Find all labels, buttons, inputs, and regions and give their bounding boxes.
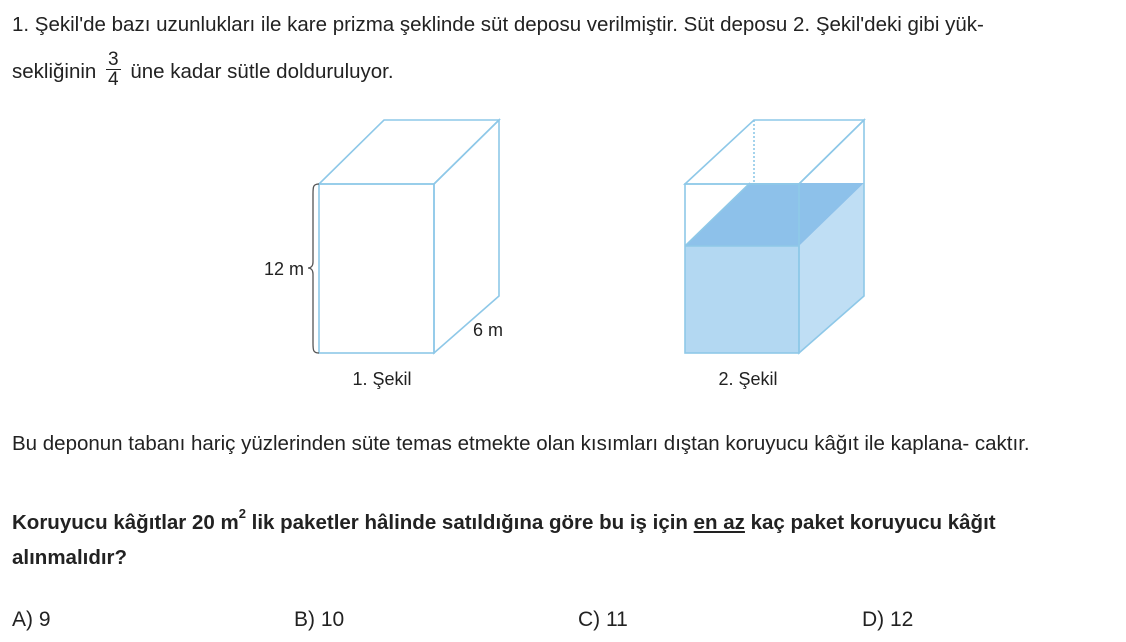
figure-2-caption: 2. Şekil [718, 369, 778, 389]
figure-1-prism [319, 120, 499, 353]
question-line-1: 1. Şekil'de bazı uzunlukları ile kare prizma şeklinde süt deposu verilmiştir. Süt deposu 2. Şekil'deki gibi yük- [12, 13, 984, 36]
bold-question-part-3: kaç paket koruyucu kâğıt alınmalıdır? [12, 511, 996, 569]
figure-2-prism [685, 120, 864, 353]
option-b[interactable]: B) 10 [294, 608, 345, 631]
option-a[interactable]: A) 9 [12, 608, 51, 631]
square-superscript: 2 [238, 506, 246, 522]
prism2-top-face [685, 120, 864, 184]
height-label: 12 m [263, 259, 304, 279]
bold-question-part-1: Koruyucu kâğıtlar 20 m [12, 511, 239, 534]
figure-1-caption: 1. Şekil [352, 369, 412, 389]
underlined-en-az: en az [693, 511, 745, 534]
prism1-front-face [319, 184, 434, 353]
prism1-top-face [319, 120, 499, 184]
bold-question-part-2: lik paketler hâlinde satıldığına göre bu iş için [245, 511, 694, 534]
height-brace [308, 184, 319, 353]
fraction-numerator: 3 [108, 49, 119, 70]
instruction-paragraph: Bu deponun tabanı hariç yüzlerinden süte temas etmekte olan kısımları dıştan koruyucu kâğıt ile kaplana- caktır. [12, 432, 1030, 455]
option-d[interactable]: D) 12 [862, 608, 914, 631]
bold-question [12, 505, 1116, 575]
milk-front-face [685, 246, 799, 353]
question-text-before-fraction: sekliğinin [12, 59, 97, 83]
prism1-right-face [434, 120, 499, 353]
fraction-denominator: 4 [108, 69, 119, 90]
question-text-after-fraction: üne kadar sütle dolduruluyor. [130, 59, 394, 83]
option-c[interactable]: C) 11 [578, 608, 628, 631]
depth-label: 6 m [473, 320, 504, 340]
